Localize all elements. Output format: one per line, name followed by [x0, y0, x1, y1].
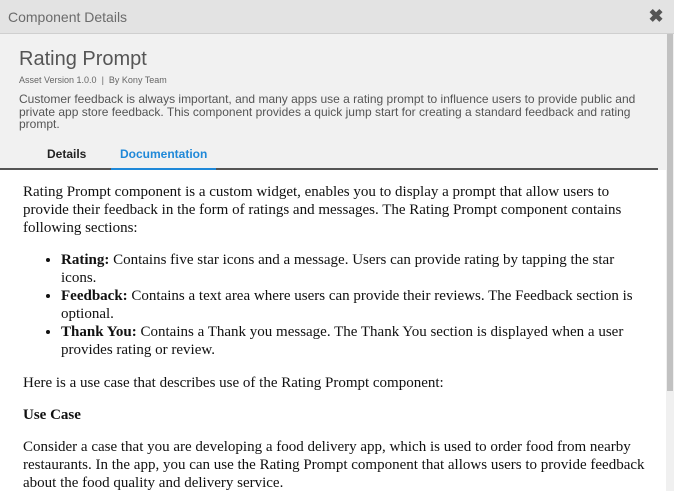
component-description: Customer feedback is always important, and many apps use a rating prompt to influence users to provide public and private app store feedback. This component provides a quick jump start for creating a standard feedback and rating prompt. — [19, 92, 636, 131]
section-text: Contains a text area where users can provide their reviews. The Feedback section is optional. — [61, 288, 633, 322]
tab-bar — [0, 144, 658, 170]
tab-details[interactable]: Details — [47, 147, 87, 161]
component-header — [0, 34, 666, 170]
doc-intro: Rating Prompt component is a custom widget, enables you to display a prompt that allow users to provide their feedback in the form of ratings and messages. The Rating Prompt component contains following sections: — [23, 184, 622, 236]
scrollbar[interactable] — [666, 34, 674, 491]
close-icon[interactable]: ✖ — [648, 6, 664, 26]
documentation-content — [0, 170, 666, 491]
list-item — [61, 251, 653, 287]
use-case-intro: Here is a use case that describes use of the Rating Prompt component: — [23, 375, 444, 391]
component-name: Rating Prompt — [19, 48, 147, 70]
section-term: Thank You: — [61, 324, 137, 340]
component-meta — [19, 75, 167, 85]
list-item — [61, 287, 653, 323]
section-term: Rating: — [61, 252, 110, 268]
section-text: Contains five star icons and a message. Users can provide rating by tapping the star icons. — [61, 252, 615, 286]
scrollbar-thumb[interactable] — [667, 34, 673, 391]
list-item — [61, 323, 653, 359]
section-text: Contains a Thank you message. The Thank You section is displayed when a user provides rating or review. — [61, 324, 624, 358]
documentation-body — [23, 183, 653, 491]
use-case-heading: Use Case — [23, 407, 81, 423]
section-term: Feedback: — [61, 288, 128, 304]
dialog-titlebar — [0, 0, 674, 34]
meta-separator: | — [101, 75, 104, 85]
sections-list — [23, 251, 653, 359]
asset-version: Asset Version 1.0.0 — [19, 75, 97, 85]
dialog-title: Component Details — [8, 9, 128, 25]
use-case-text: Consider a case that you are developing a food delivery app, which is used to order food from nearby restaurants. In the app, you can use the Rating Prompt component that allows users to provide feedback about the food quality and delivery service. — [23, 439, 645, 491]
author: By Kony Team — [108, 75, 167, 85]
tab-documentation[interactable]: Documentation — [111, 147, 216, 170]
